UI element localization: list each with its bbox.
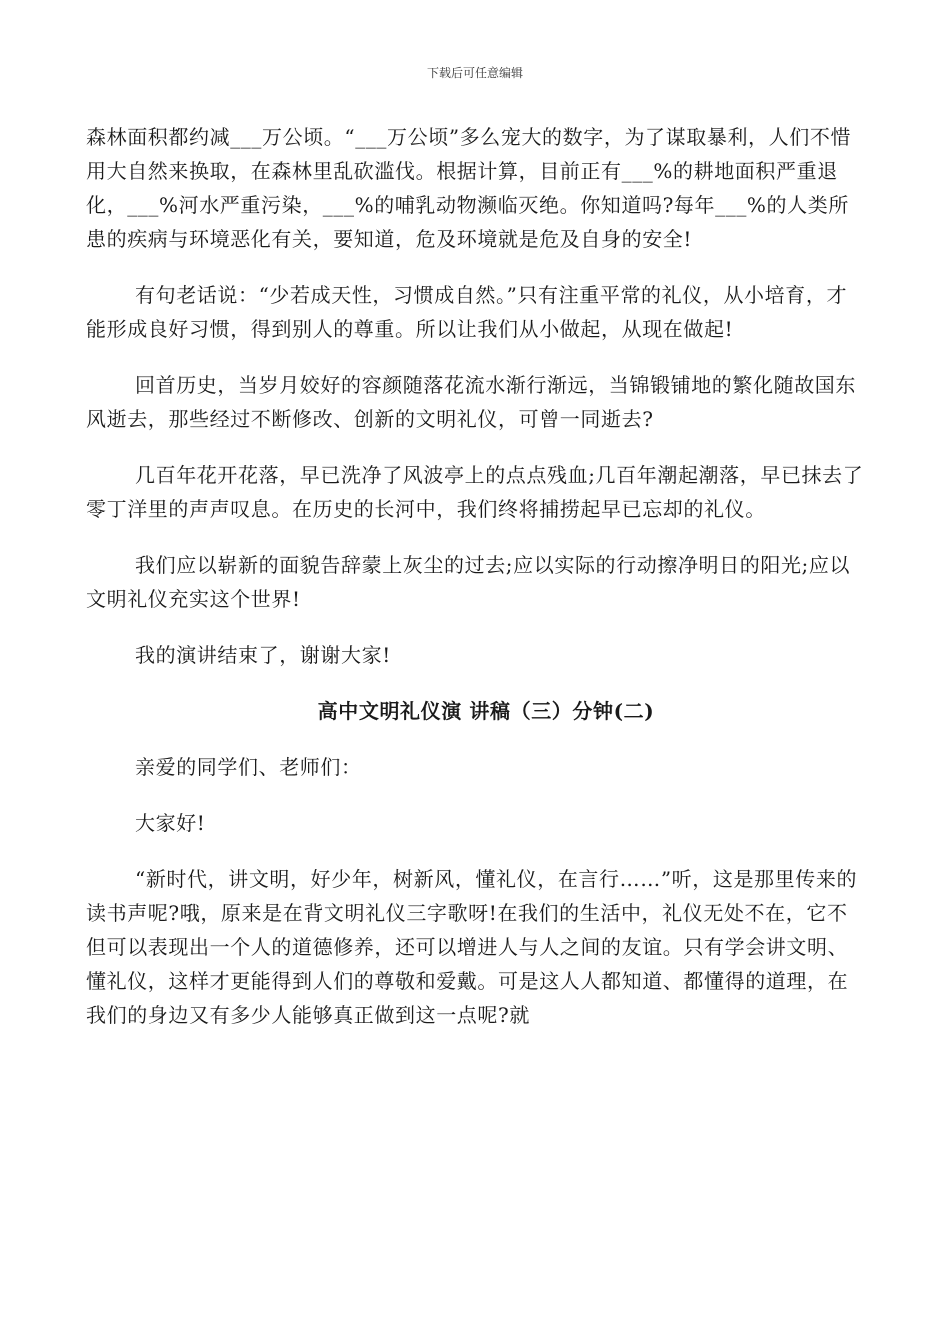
document-body — [86, 120, 866, 1054]
paragraph-centuries: 几百年花开花落，早已洗净了风波亭上的点点残血;几百年潮起潮落，早已抹去了零丁洋里的声声叹息。在历史的长河中，我们终将捕捞起早已忘却的礼仪。 — [86, 463, 864, 521]
paragraph-history-review: 回首历史，当岁月姣好的容颜随落花流水渐行渐远，当锦锻铺地的繁化随故国东风逝去，那些经过不断修改、创新的文明礼仪，可曾一同逝去? — [86, 373, 856, 431]
section-title: 高中文明礼仪演 讲稿（三）分钟(二) — [317, 699, 655, 723]
paragraph-greeting: 大家好! — [135, 811, 206, 835]
paragraph-new-look: 我们应以崭新的面貌告辞蒙上灰尘的过去;应以实际的行动擦净明日的阳光;应以文明礼仪充实这个世界! — [86, 553, 851, 611]
paragraph-salutation: 亲爱的同学们、老师们： — [135, 755, 362, 779]
paragraph-forest-area: 森林面积都约减___万公顷。“___万公顷”多么宠大的数字，为了谋取暴利，人们不惜用大自然来换取，在森林里乱砍滥伐。根据计算，目前正有___%的耕地面积严重退化，___%河水严重污染，___%的哺乳动物濒临灭绝。你知道吗?每年___%的人类所患的疾病与环境恶化有关，要知道，危及环境就是危及自身的安全! — [86, 125, 852, 251]
page-header: 下载后可任意编辑 — [426, 66, 523, 80]
paragraph-new-era: “新时代，讲文明，好少年，树新风，懂礼仪，在言行……”听，这是那里传来的读书声呢?哦，原来是在背文明礼仪三字歌呀!在我们的生活中，礼仪无处不在，它不但可以表现出一个人的道德修养，还可以增进人与人之间的友谊。只有学会讲文明、懂礼仪，这样才更能得到人们的尊敬和爱戴。可是这人人都知道、都懂得的道理，在我们的身边又有多少人能够真正做到这一点呢?就 — [86, 867, 858, 1027]
paragraph-speech-end: 我的演讲结束了，谢谢大家! — [135, 643, 391, 667]
paragraph-old-saying: 有句老话说：“少若成天性，习惯成自然。”只有注重平常的礼仪，从小培育，才能形成良好习惯，得到别人的尊重。所以让我们从小做起，从现在做起! — [86, 283, 848, 341]
